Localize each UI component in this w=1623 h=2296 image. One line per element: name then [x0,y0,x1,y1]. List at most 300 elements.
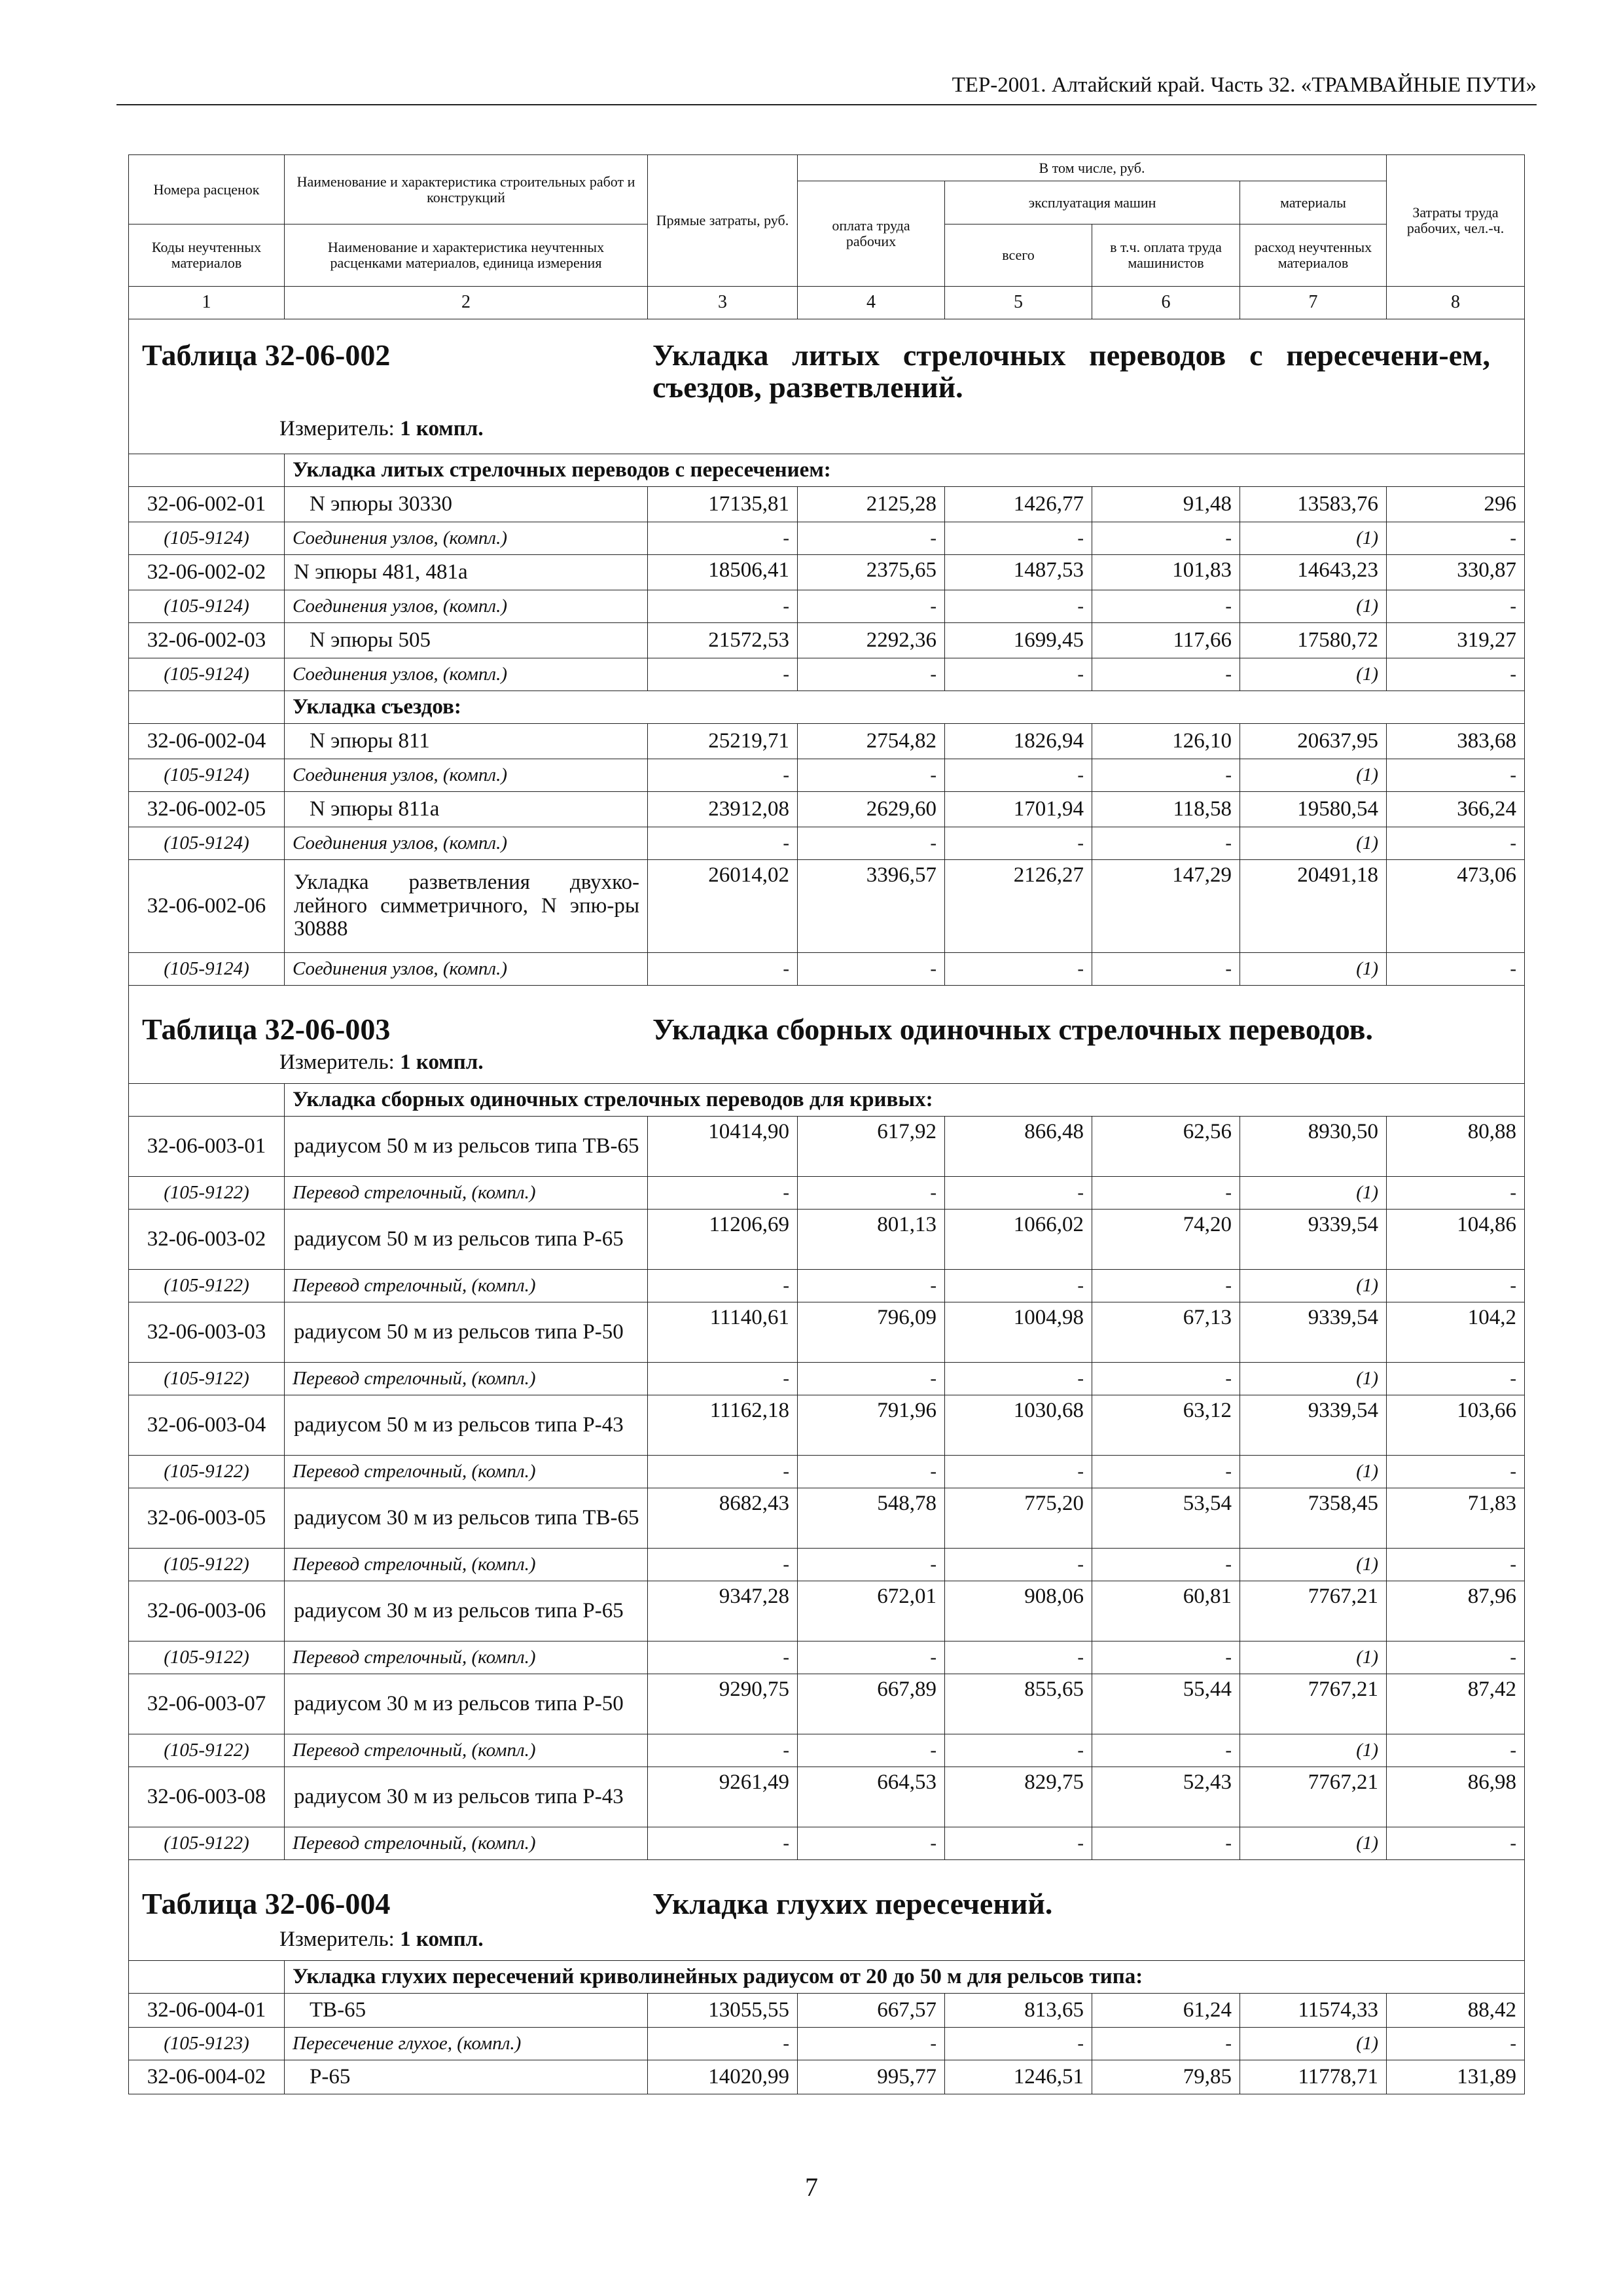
value-labor-hours: 366,24 [1387,792,1525,827]
value-machines-total: 1030,68 [945,1395,1092,1456]
value-machines-total: 1487,53 [945,555,1092,590]
group-heading: Укладка литых стрелочных переводов с пересечением: [285,454,1525,487]
material-name: Пересечение глухое, (компл.) [285,2028,648,2060]
value-labor-hours: 131,89 [1387,2060,1525,2094]
rate-name: N эпюры 505 [285,623,648,658]
material-name: Перевод стрелочный, (компл.) [285,1270,648,1302]
value-machinist-pay: 63,12 [1092,1395,1240,1456]
value-machinist-pay: 91,48 [1092,487,1240,522]
column-number: 2 [285,287,648,319]
material-value: - [945,1641,1092,1674]
value-materials: 7767,21 [1240,1581,1387,1641]
value-worker-pay: 2629,60 [798,792,945,827]
material-name: Соединения узлов, (компл.) [285,590,648,623]
material-value: - [798,759,945,792]
value-labor-hours: 71,83 [1387,1488,1525,1549]
material-value: - [648,759,798,792]
material-code: (105-9122) [129,1177,285,1210]
value-worker-pay: 667,57 [798,1994,945,2028]
rate-row [129,860,1525,953]
value-materials: 14643,23 [1240,555,1387,590]
group-heading-row [129,691,1525,724]
material-value: - [1387,658,1525,691]
rate-name: радиусом 30 м из рельсов типа Р-65 [285,1581,648,1641]
rate-name: N эпюры 811а [285,792,648,827]
material-row [129,759,1525,792]
material-name: Перевод стрелочный, (компл.) [285,1549,648,1581]
value-materials: 9339,54 [1240,1210,1387,1270]
material-value: (1) [1240,590,1387,623]
rate-code: 32-06-003-02 [129,1210,285,1270]
table-unit [279,418,484,441]
material-value: - [648,1177,798,1210]
value-labor-hours: 473,06 [1387,860,1525,953]
value-direct-costs: 10414,90 [648,1117,798,1177]
rate-name: радиусом 50 м из рельсов типа Р-65 [285,1210,648,1270]
rate-row [129,555,1525,590]
material-row [129,953,1525,986]
value-labor-hours: 88,42 [1387,1994,1525,2028]
material-row [129,1641,1525,1674]
value-machinist-pay: 52,43 [1092,1767,1240,1827]
material-value: (1) [1240,658,1387,691]
material-value: - [945,1363,1092,1395]
value-worker-pay: 3396,57 [798,860,945,953]
material-value: - [945,1456,1092,1488]
value-machines-total: 866,48 [945,1117,1092,1177]
material-value: (1) [1240,1641,1387,1674]
material-name: Соединения узлов, (компл.) [285,522,648,555]
rate-name: радиусом 50 м из рельсов типа Р-50 [285,1302,648,1363]
material-row [129,1734,1525,1767]
value-machinist-pay: 147,29 [1092,860,1240,953]
material-value: - [1387,759,1525,792]
value-machines-total: 1701,94 [945,792,1092,827]
material-value: - [1092,1363,1240,1395]
value-worker-pay: 2125,28 [798,487,945,522]
rate-name: радиусом 30 м из рельсов типа Р-50 [285,1674,648,1734]
material-name: Перевод стрелочный, (компл.) [285,1734,648,1767]
material-value: - [1092,1641,1240,1674]
table-unit [279,1051,484,1075]
rate-row [129,1767,1525,1827]
column-number: 1 [129,287,285,319]
table-caption: Укладка глухих пересечений. [652,1887,1053,1920]
material-name: Перевод стрелочный, (компл.) [285,1363,648,1395]
value-direct-costs: 11206,69 [648,1210,798,1270]
value-labor-hours: 383,68 [1387,724,1525,759]
column-number: 7 [1240,287,1387,319]
value-materials: 8930,50 [1240,1117,1387,1177]
material-value: - [1387,1641,1525,1674]
material-row [129,1456,1525,1488]
unit-label: Измеритель: [279,1050,395,1074]
value-direct-costs: 25219,71 [648,724,798,759]
value-worker-pay: 664,53 [798,1767,945,1827]
rate-code: 32-06-002-01 [129,487,285,522]
material-code: (105-9122) [129,1641,285,1674]
rate-code: 32-06-002-05 [129,792,285,827]
material-code: (105-9124) [129,953,285,986]
value-machinist-pay: 53,54 [1092,1488,1240,1549]
header-material-consumption: расход неучтенных материалов [1240,224,1387,287]
material-name: Перевод стрелочный, (компл.) [285,1641,648,1674]
group-heading: Укладка съездов: [285,691,1525,724]
value-labor-hours: 319,27 [1387,623,1525,658]
value-direct-costs: 23912,08 [648,792,798,827]
group-heading: Укладка сборных одиночных стрелочных переводов для кривых: [285,1084,1525,1117]
material-value: - [798,1549,945,1581]
rate-name: N эпюры 481, 481а [285,555,648,590]
material-value: - [648,1363,798,1395]
material-value: - [945,759,1092,792]
column-number: 3 [648,287,798,319]
value-machines-total: 829,75 [945,1767,1092,1827]
material-code: (105-9122) [129,1549,285,1581]
material-value: - [1387,1456,1525,1488]
material-code: (105-9124) [129,522,285,555]
value-labor-hours: 87,96 [1387,1581,1525,1641]
header-material-codes: Коды неучтенных материалов [129,224,285,287]
value-machinist-pay: 60,81 [1092,1581,1240,1641]
table-title-row [129,986,1525,1084]
rate-row [129,623,1525,658]
value-materials: 20637,95 [1240,724,1387,759]
material-code: (105-9122) [129,1270,285,1302]
material-row [129,1363,1525,1395]
material-row [129,590,1525,623]
material-name: Перевод стрелочный, (компл.) [285,1177,648,1210]
material-value: - [945,590,1092,623]
value-labor-hours: 87,42 [1387,1674,1525,1734]
value-machines-total: 2126,27 [945,860,1092,953]
header-machinist-pay: в т.ч. оплата труда машинистов [1092,224,1240,287]
value-materials: 9339,54 [1240,1395,1387,1456]
value-labor-hours: 330,87 [1387,555,1525,590]
value-worker-pay: 2292,36 [798,623,945,658]
material-value: - [648,827,798,860]
table-heading [129,1860,1525,1961]
value-machines-total: 908,06 [945,1581,1092,1641]
value-labor-hours: 104,86 [1387,1210,1525,1270]
header-including: В том числе, руб. [798,155,1387,181]
material-value: - [648,953,798,986]
unit-label: Измеритель: [279,1928,395,1951]
value-labor-hours: 103,66 [1387,1395,1525,1456]
rate-code: 32-06-003-06 [129,1581,285,1641]
value-machines-total: 1699,45 [945,623,1092,658]
material-value: - [1092,590,1240,623]
rate-row [129,792,1525,827]
material-value: - [1092,827,1240,860]
column-number: 4 [798,287,945,319]
rate-name: ТВ-65 [285,1994,648,2028]
material-name: Соединения узлов, (компл.) [285,827,648,860]
material-row [129,658,1525,691]
material-value: (1) [1240,1270,1387,1302]
group-heading-empty [129,1084,285,1117]
material-row [129,522,1525,555]
material-value: - [1387,1734,1525,1767]
material-value: (1) [1240,2028,1387,2060]
value-worker-pay: 2754,82 [798,724,945,759]
material-value: - [1387,2028,1525,2060]
table-title: Таблица 32-06-002 [142,338,391,372]
value-direct-costs: 13055,55 [648,1994,798,2028]
material-code: (105-9122) [129,1827,285,1860]
value-materials: 17580,72 [1240,623,1387,658]
rate-code: 32-06-003-08 [129,1767,285,1827]
value-direct-costs: 21572,53 [648,623,798,658]
material-value: - [798,522,945,555]
rate-code: 32-06-002-06 [129,860,285,953]
rate-name: радиусом 30 м из рельсов типа Р-43 [285,1767,648,1827]
material-value: - [798,827,945,860]
material-value: (1) [1240,759,1387,792]
material-value: - [1387,827,1525,860]
material-value: - [648,1270,798,1302]
header-work-name: Наименование и характеристика строительных работ и конструкций [285,155,648,224]
material-value: (1) [1240,1363,1387,1395]
column-number: 6 [1092,287,1240,319]
value-labor-hours: 86,98 [1387,1767,1525,1827]
value-direct-costs: 11140,61 [648,1302,798,1363]
table-caption: Укладка сборных одиночных стрелочных переводов. [652,1013,1374,1046]
material-value: - [648,1734,798,1767]
material-value: - [648,1456,798,1488]
material-value: - [945,1270,1092,1302]
material-value: - [648,1641,798,1674]
value-machinist-pay: 55,44 [1092,1674,1240,1734]
material-value: (1) [1240,1177,1387,1210]
page-number: 7 [805,2172,818,2202]
material-value: - [648,1827,798,1860]
rate-code: 32-06-003-03 [129,1302,285,1363]
material-value: (1) [1240,1827,1387,1860]
material-value: - [648,590,798,623]
material-code: (105-9124) [129,759,285,792]
value-direct-costs: 9261,49 [648,1767,798,1827]
value-machinist-pay: 118,58 [1092,792,1240,827]
material-value: - [798,1734,945,1767]
material-value: (1) [1240,953,1387,986]
material-value: - [798,1177,945,1210]
material-name: Перевод стрелочный, (компл.) [285,1456,648,1488]
material-value: - [1092,2028,1240,2060]
value-materials: 20491,18 [1240,860,1387,953]
material-row [129,1549,1525,1581]
header-labor-costs: Затраты труда рабочих, чел.-ч. [1387,155,1525,287]
rate-code: 32-06-002-04 [129,724,285,759]
material-value: (1) [1240,827,1387,860]
material-value: - [945,1734,1092,1767]
value-direct-costs: 8682,43 [648,1488,798,1549]
material-value: - [648,522,798,555]
header-row-1 [129,155,1525,181]
material-value: - [1387,590,1525,623]
rate-row [129,1395,1525,1456]
value-labor-hours: 104,2 [1387,1302,1525,1363]
material-code: (105-9122) [129,1456,285,1488]
column-number: 5 [945,287,1092,319]
material-value: - [1092,1456,1240,1488]
rate-name: Р-65 [285,2060,648,2094]
material-value: - [1387,953,1525,986]
material-value: - [1092,522,1240,555]
value-direct-costs: 17135,81 [648,487,798,522]
material-name: Перевод стрелочный, (компл.) [285,1827,648,1860]
material-value: - [798,1270,945,1302]
material-value: - [798,1456,945,1488]
value-machinist-pay: 67,13 [1092,1302,1240,1363]
value-materials: 9339,54 [1240,1302,1387,1363]
value-machines-total: 1066,02 [945,1210,1092,1270]
value-worker-pay: 791,96 [798,1395,945,1456]
header-materials: материалы [1240,181,1387,224]
value-machines-total: 813,65 [945,1994,1092,2028]
material-value: - [798,1641,945,1674]
value-materials: 11574,33 [1240,1994,1387,2028]
material-value: - [798,1363,945,1395]
running-head: ТЕР-2001. Алтайский край. Часть 32. «ТРАМВАЙНЫЕ ПУТИ» [116,73,1537,105]
column-numbers-row [129,287,1525,319]
material-value: - [798,590,945,623]
value-machinist-pay: 61,24 [1092,1994,1240,2028]
material-value: - [1092,1549,1240,1581]
material-row [129,1270,1525,1302]
value-worker-pay: 548,78 [798,1488,945,1549]
value-direct-costs: 14020,99 [648,2060,798,2094]
material-value: - [1092,1177,1240,1210]
value-materials: 11778,71 [1240,2060,1387,2094]
material-name: Соединения узлов, (компл.) [285,759,648,792]
rate-code: 32-06-004-01 [129,1994,285,2028]
rate-name: Укладка разветвления двухко-лейного симметричного, N эпю-ры 30888 [285,860,648,953]
value-machinist-pay: 74,20 [1092,1210,1240,1270]
header-machines-total: всего [945,224,1092,287]
rate-code: 32-06-004-02 [129,2060,285,2094]
rate-row [129,1994,1525,2028]
material-code: (105-9122) [129,1734,285,1767]
material-value: - [1092,658,1240,691]
table-heading [129,319,1525,454]
value-machinist-pay: 62,56 [1092,1117,1240,1177]
rate-code: 32-06-003-07 [129,1674,285,1734]
table-title-row [129,1860,1525,1961]
value-labor-hours: 296 [1387,487,1525,522]
value-worker-pay: 2375,65 [798,555,945,590]
value-worker-pay: 796,09 [798,1302,945,1363]
table-title: Таблица 32-06-004 [142,1887,391,1920]
material-name: Соединения узлов, (компл.) [285,658,648,691]
value-machines-total: 775,20 [945,1488,1092,1549]
material-row [129,1177,1525,1210]
material-code: (105-9123) [129,2028,285,2060]
value-worker-pay: 995,77 [798,2060,945,2094]
rate-row [129,1117,1525,1177]
value-machines-total: 855,65 [945,1674,1092,1734]
table-32-06-002 [129,319,1525,986]
group-heading-row [129,454,1525,487]
value-machinist-pay: 126,10 [1092,724,1240,759]
material-name: Соединения узлов, (компл.) [285,953,648,986]
table-32-06-003 [129,986,1525,1860]
group-heading: Укладка глухих пересечений криволинейных радиусом от 20 до 50 м для рельсов типа: [285,1961,1525,1994]
rate-row [129,1488,1525,1549]
value-machines-total: 1246,51 [945,2060,1092,2094]
header-rate-numbers: Номера расценок [129,155,285,224]
material-value: - [798,1827,945,1860]
material-value: - [648,1549,798,1581]
header-material-names: Наименование и характеристика неучтенных расценками материалов, единица измерения [285,224,648,287]
unit-value: 1 компл. [400,417,484,440]
material-value: - [1092,1827,1240,1860]
material-row [129,2028,1525,2060]
table-32-06-004 [129,1860,1525,2094]
group-heading-row [129,1961,1525,1994]
value-materials: 7767,21 [1240,1767,1387,1827]
material-value: - [1387,1827,1525,1860]
material-value: - [1092,1270,1240,1302]
material-value: - [1387,522,1525,555]
value-machinist-pay: 79,85 [1092,2060,1240,2094]
material-value: - [945,522,1092,555]
material-value: - [798,658,945,691]
material-value: - [945,1549,1092,1581]
material-value: (1) [1240,1549,1387,1581]
group-heading-row [129,1084,1525,1117]
rate-name: радиусом 50 м из рельсов типа ТВ-65 [285,1117,648,1177]
group-heading-empty [129,1961,285,1994]
group-heading-empty [129,691,285,724]
material-code: (105-9124) [129,827,285,860]
rate-name: радиусом 50 м из рельсов типа Р-43 [285,1395,648,1456]
value-direct-costs: 9290,75 [648,1674,798,1734]
value-worker-pay: 801,13 [798,1210,945,1270]
material-value: - [945,1177,1092,1210]
unit-value: 1 компл. [400,1928,484,1951]
value-machinist-pay: 101,83 [1092,555,1240,590]
material-row [129,827,1525,860]
rate-code: 32-06-003-05 [129,1488,285,1549]
header-machines: эксплуатация машин [945,181,1240,224]
material-value: - [945,827,1092,860]
rate-row [129,1210,1525,1270]
rate-name: N эпюры 811 [285,724,648,759]
value-materials: 13583,76 [1240,487,1387,522]
rate-row [129,487,1525,522]
material-value: - [945,658,1092,691]
material-value: (1) [1240,1734,1387,1767]
rate-code: 32-06-003-01 [129,1117,285,1177]
rate-code: 32-06-002-02 [129,555,285,590]
rate-code: 32-06-003-04 [129,1395,285,1456]
value-direct-costs: 11162,18 [648,1395,798,1456]
rate-row [129,1302,1525,1363]
material-value: - [1387,1549,1525,1581]
rates-table [128,154,1525,2094]
unit-label: Измеритель: [279,417,395,440]
rate-row [129,1674,1525,1734]
material-value: - [648,2028,798,2060]
value-worker-pay: 672,01 [798,1581,945,1641]
header-direct-costs: Прямые затраты, руб. [648,155,798,287]
material-value: - [648,658,798,691]
material-value: - [1387,1177,1525,1210]
material-value: - [945,2028,1092,2060]
table-heading [129,986,1525,1084]
value-materials: 7767,21 [1240,1674,1387,1734]
